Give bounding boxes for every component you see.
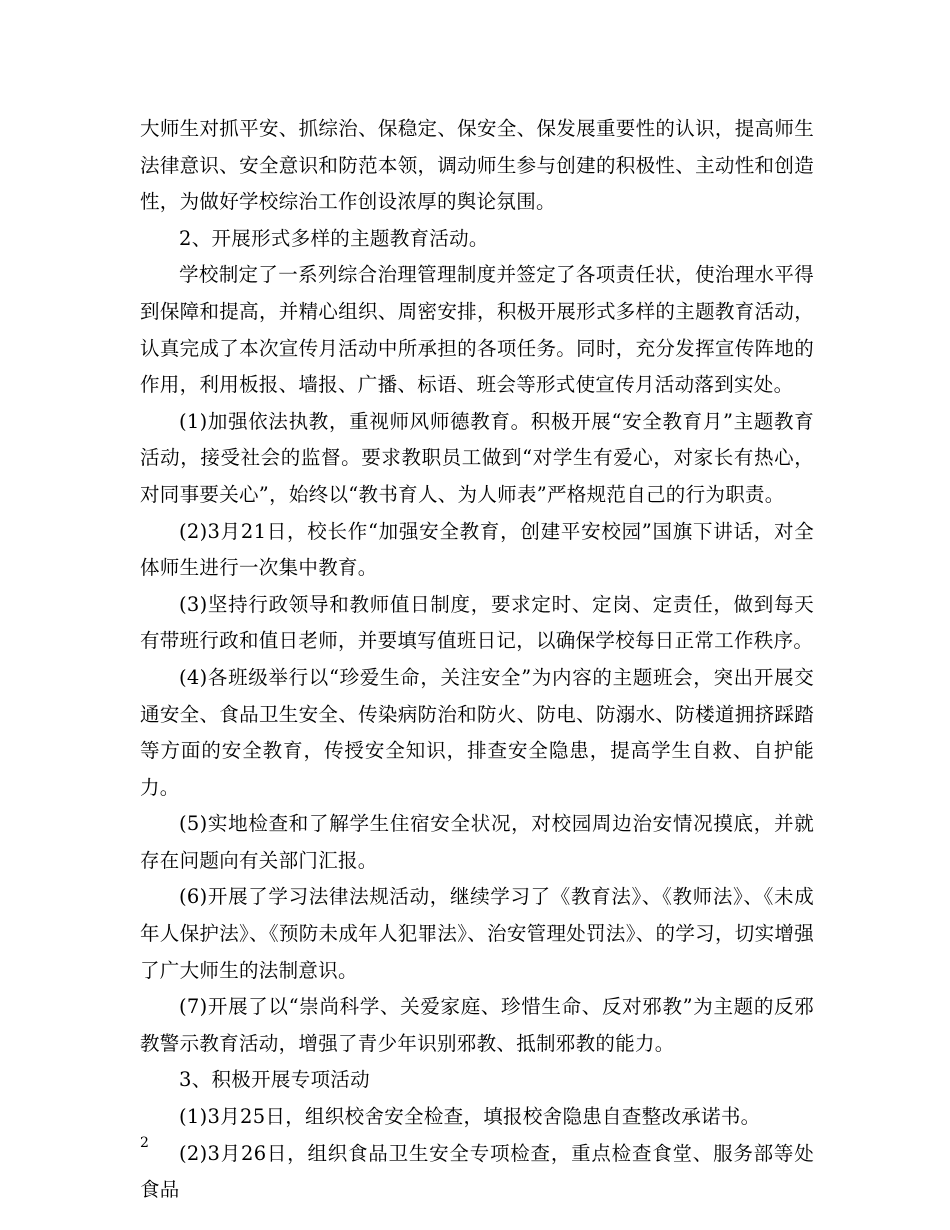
paragraph: 3、积极开展专项活动 xyxy=(179,1068,370,1092)
paragraph: (5)实地检查和了解学生住宿安全状况，对校园周边治安情况摸底，并就存在问题向有关部门汇报。 xyxy=(140,812,814,872)
paragraph: (1)加强依法执教，重视师风师德教育。积极开展“安全教育月”主题教育活动，接受社会的监督。要求教职员工做到“对学生有爱心，对家长有热心，对同事要关心”，始终以“教书育人、为人师表”严格规范自己的行为职责。 xyxy=(140,409,814,506)
paragraph: (2)3月21日，校长作“加强安全教育，创建平安校园”国旗下讲话，对全体师生进行一次集中教育。 xyxy=(140,519,814,580)
paragraph: (7)开展了以“崇尚科学、关爱家庭、珍惜生命、反对邪教”为主题的反邪教警示教育活动，增强了青少年识别邪教、抵制邪教的能力。 xyxy=(140,995,814,1055)
paragraph: (6)开展了学习法律法规活动，继续学习了《教育法》、《教师法》、《未成年人保护法》、《预防未成年人犯罪法》、治安管理处罚法》、的学习，切实增强了广大师生的法制意识。 xyxy=(140,885,814,982)
page-number: 2 xyxy=(140,1135,149,1151)
paragraph: (2)3月26日，组织食品卫生安全专项检查，重点检查食堂、服务部等处食品 xyxy=(140,1141,814,1202)
document-body xyxy=(140,111,814,1209)
paragraph: 学校制定了一系列综合治理管理制度并签定了各项责任状，使治理水平得到保障和提高，并精心组织、周密安排，积极开展形式多样的主题教育活动，认真完成了本次宣传月活动中所承担的各项任务。同时，充分发挥宣传阵地的作用，利用板报、墙报、广播、标语、班会等形式使宣传月活动落到实处。 xyxy=(140,263,814,397)
paragraph: (3)坚持行政领导和教师值日制度，要求定时、定岗、定责任，做到每天有带班行政和值日老师，并要填写值班日记，以确保学校每日正常工作秩序。 xyxy=(140,592,814,653)
paragraph: 大师生对抓平安、抓综治、保稳定、保安全、保发展重要性的认识，提高师生法律意识、安全意识和防范本领，调动师生参与创建的积极性、主动性和创造性，为做好学校综治工作创设浓厚的舆论氛围。 xyxy=(140,117,814,214)
paragraph: 2、开展形式多样的主题教育活动。 xyxy=(179,226,489,250)
paragraph: (1)3月25日，组织校舍安全检查，填报校舍隐患自查整改承诺书。 xyxy=(179,1105,761,1129)
paragraph: (4)各班级举行以“珍爱生命，关注安全”为内容的主题班会，突出开展交通安全、食品卫生安全、传染病防治和防火、防电、防溺水、防楼道拥挤踩踏等方面的安全教育，传授安全知识，排查安全隐患，提高学生自救、自护能力。 xyxy=(140,665,814,799)
